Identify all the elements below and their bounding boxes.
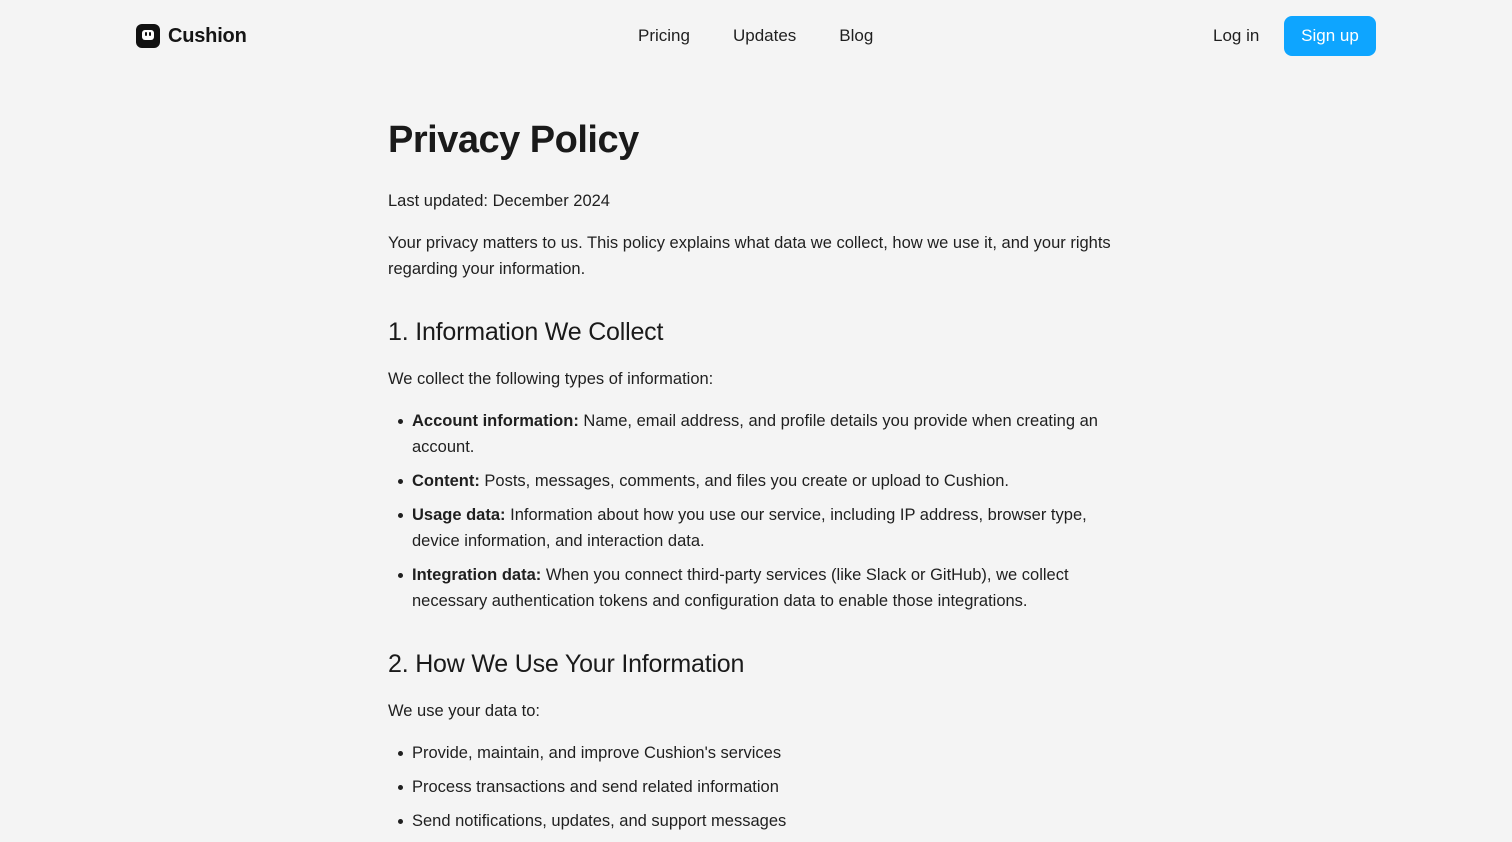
nav-blog[interactable]: Blog bbox=[839, 26, 874, 45]
list-item bbox=[412, 502, 1118, 554]
page-title: Privacy Policy bbox=[388, 119, 639, 161]
collect-list bbox=[388, 408, 1118, 614]
nav-updates[interactable]: Updates bbox=[732, 26, 797, 45]
section-lead-use: We use your data to: bbox=[388, 702, 540, 720]
section-heading-collect: 1. Information We Collect bbox=[388, 318, 664, 346]
list-item-text: Send notifications, updates, and support messages bbox=[412, 812, 787, 830]
list-item bbox=[412, 468, 1118, 494]
login-link[interactable]: Log in bbox=[1213, 26, 1260, 45]
list-item bbox=[412, 408, 1118, 460]
cushion-logo-icon bbox=[136, 24, 160, 48]
list-item bbox=[412, 562, 1118, 614]
intro-paragraph: Your privacy matters to us. This policy explains what data we collect, how we use it, and your rights regarding your information. bbox=[388, 234, 1111, 278]
list-item-text: Posts, messages, comments, and files you create or upload to Cushion. bbox=[479, 472, 1010, 490]
list-item-label: Content: bbox=[412, 472, 480, 490]
last-updated: Last updated: December 2024 bbox=[388, 192, 610, 210]
list-item-text: Information about how you use our service, including IP address, browser type, device information, and interaction data. bbox=[412, 506, 1087, 550]
brand-name: Cushion bbox=[168, 24, 247, 47]
section-heading-use: 2. How We Use Your Information bbox=[388, 650, 745, 678]
brand-link[interactable] bbox=[136, 23, 247, 49]
list-item-text: Provide, maintain, and improve Cushion's services bbox=[412, 744, 782, 762]
signup-button[interactable]: Sign up bbox=[1284, 16, 1376, 56]
nav-pricing[interactable]: Pricing bbox=[638, 26, 690, 45]
list-item-text: When you connect third-party services (like Slack or GitHub), we collect necessary authentication tokens and configuration data to enable those integrations. bbox=[412, 566, 1069, 610]
use-list bbox=[388, 740, 1118, 834]
list-item-text: Process transactions and send related information bbox=[412, 778, 779, 796]
list-item bbox=[412, 808, 1118, 834]
list-item-text: Name, email address, and profile details you provide when creating an account. bbox=[412, 412, 1098, 456]
list-item-label: Usage data: bbox=[412, 506, 506, 524]
list-item bbox=[412, 740, 1118, 766]
list-item-label: Integration data: bbox=[412, 566, 542, 584]
section-lead-collect: We collect the following types of information: bbox=[388, 370, 714, 388]
site-header bbox=[0, 0, 1512, 72]
list-item bbox=[412, 774, 1118, 800]
main-nav bbox=[638, 24, 916, 48]
policy-content bbox=[388, 116, 1118, 842]
list-item-label: Account information: bbox=[412, 412, 579, 430]
